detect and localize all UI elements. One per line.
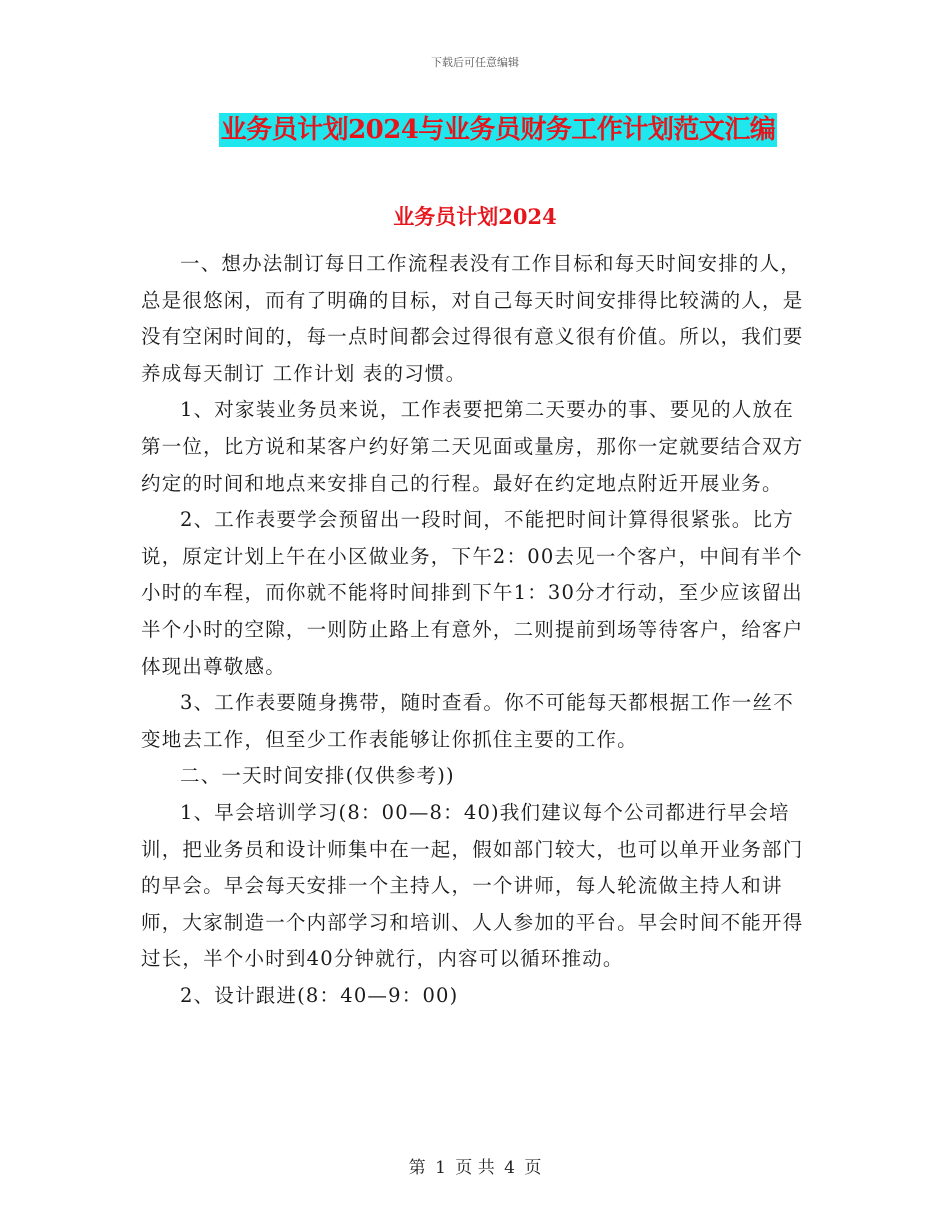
page-label-mid: 页 共	[455, 1158, 495, 1178]
document-title: 业务员计划2024与业务员财务工作计划范文汇编	[220, 115, 776, 145]
paragraph: 2、设计跟进(8：40—9：00)	[180, 983, 459, 1007]
paragraph: 1、早会培训学习(8：00—8：40)我们建议每个公司都进行早会培训，把业务员和设计师集中在一起，假如部门较大，也可以单开业务部门的早会。早会每天安排一个主持人，一个讲师，每人轮流做主持人和讲师，大家制造一个内部学习和培训、人人参加的平台。早会时间不能开得过长，半个小时到40分钟就行，内容可以循环推动。	[141, 800, 804, 971]
total-pages-number: 4	[504, 1158, 515, 1178]
section-title: 业务员计划2024	[393, 204, 557, 229]
paragraph: 1、对家装业务员来说，工作表要把第二天要办的事、要见的人放在第一位，比方说和某客户约好第二天见面或量房，那你一定就要结合双方约定的时间和地点来安排自己的行程。最好在约定地点附近开展业务。	[141, 398, 804, 495]
paragraph: 一、想办法制订每日工作流程表没有工作目标和每天时间安排的人，总是很悠闲，而有了明确的目标，对自己每天时间安排得比较满的人，是没有空闲时间的，每一点时间都会过得很有意义很有价值。所以，我们要养成每天制订 工作计划 表的习惯。	[141, 252, 804, 385]
paragraph: 二、一天时间安排(仅供参考))	[180, 764, 455, 788]
page-footer	[0, 1153, 950, 1178]
page-label-suffix: 页	[524, 1158, 542, 1178]
paragraph: 2、工作表要学会预留出一段时间，不能把时间计算得很紧张。比方说，原定计划上午在小区做业务，下午2：00去见一个客户，中间有半个小时的车程，而你就不能将时间排到下午1：30分才行动，至少应该留出半个小时的空隙，一则防止路上有意外，二则提前到场等待客户，给客户体现出尊敬感。	[141, 508, 804, 678]
page-label-prefix: 第	[408, 1158, 426, 1178]
header-note: 下载后可任意编辑	[431, 56, 519, 69]
paragraph: 3、工作表要随身携带，随时查看。你不可能每天都根据工作一丝不变地去工作，但至少工作表能够让你抓住主要的工作。	[141, 691, 794, 751]
document-title-container	[0, 113, 950, 147]
document-body	[141, 246, 811, 1014]
current-page-number: 1	[435, 1158, 446, 1178]
